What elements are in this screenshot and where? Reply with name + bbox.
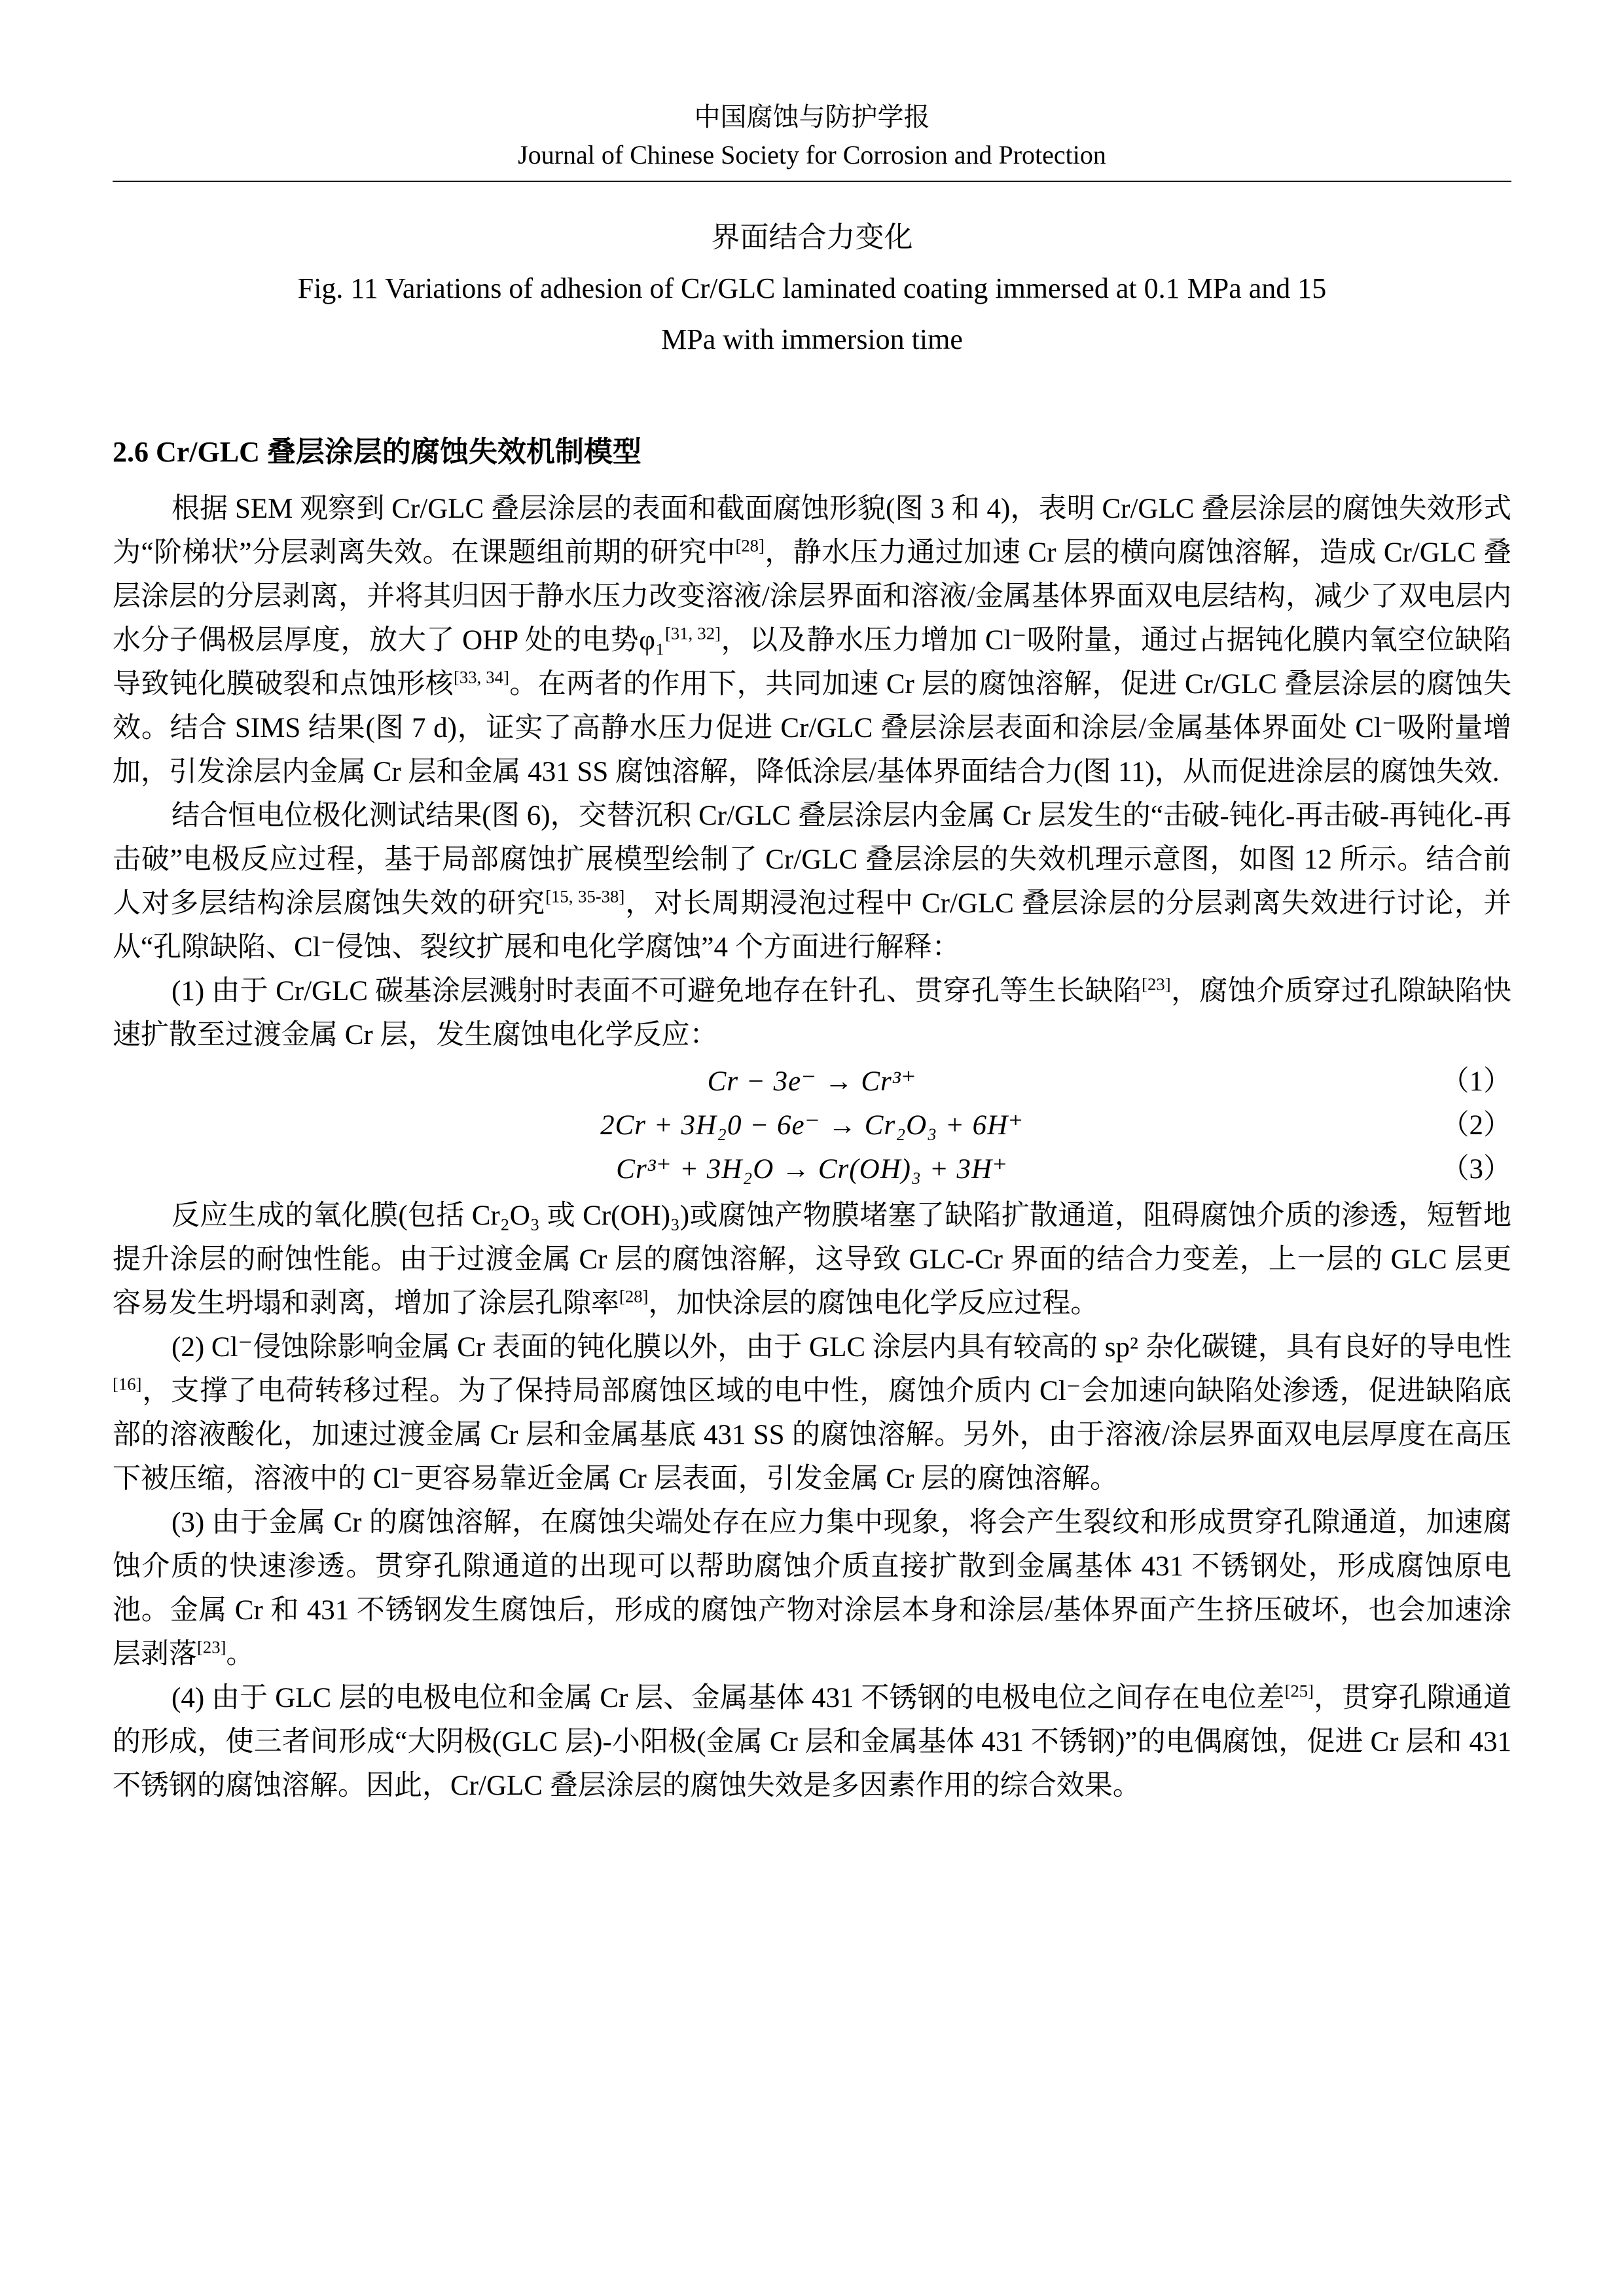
paragraph-6: (3) 由于金属 Cr 的腐蚀溶解，在腐蚀尖端处存在应力集中现象，将会产生裂纹和形成贯穿孔隙通道，加速腐蚀介质的快速渗透。贯穿孔隙通道的出现可以帮助腐蚀介质直接扩散到金属基体 431 不锈钢处，形成腐蚀原电池。金属 Cr 和 431 不锈钢发生腐蚀后，形成的腐蚀产物对涂层本身和涂层/基体界面产生挤压破坏，也会加速涂层剥落[23]。 xyxy=(113,1507,1511,1670)
paragraph-7: (4) 由于 GLC 层的电极电位和金属 Cr 层、金属基体 431 不锈钢的电极电位之间存在电位差[25]，贯穿孔隙通道的形成，使三者间形成“大阴极(GLC 层)-小阳极(金属 Cr 层和金属基体 431 不锈钢)”的电偶腐蚀，促进 Cr 层和 431 不锈钢的腐蚀溶解。因此，Cr/GLC 叠层涂层的腐蚀失效是多因素作用的综合效果。 xyxy=(113,1681,1512,1801)
journal-title-en: Journal of Chinese Society for Corrosion and Protection xyxy=(518,140,1106,170)
section-heading: 2.6 Cr/GLC 叠层涂层的腐蚀失效机制模型 xyxy=(113,436,641,468)
paragraph-2: 结合恒电位极化测试结果(图 6)，交替沉积 Cr/GLC 叠层涂层内金属 Cr 层发生的“击破-钝化-再击破-再钝化-再击破”电极反应过程，基于局部腐蚀扩展模型绘制了 Cr/GLC 叠层涂层的失效机理示意图，如图 12 所示。结合前人对多层结构涂层腐蚀失效的研究[15, 35-38]，对长周期浸泡过程中 Cr/GLC 叠层涂层的分层剥离失效进行讨论，并从“孔隙缺陷、Cl⁻侵蚀、裂纹扩展和电化学腐蚀”4 个方面进行解释： xyxy=(113,800,1511,963)
equation-number-3: （3） xyxy=(1441,1154,1511,1185)
equation-formula-1: Cr − 3e⁻ → Cr³⁺ xyxy=(707,1066,917,1097)
equation-block xyxy=(113,1060,1511,1191)
equation-number-1: （1） xyxy=(1441,1066,1511,1097)
figure-caption-en-line1: Fig. 11 Variations of adhesion of Cr/GLC laminated coating immersed at 0.1 MPa and 15 xyxy=(297,272,1327,304)
paragraph-1: 根据 SEM 观察到 Cr/GLC 叠层涂层的表面和截面腐蚀形貌(图 3 和 4)，表明 Cr/GLC 叠层涂层的腐蚀失效形式为“阶梯状”分层剥离失效。在课题组前期的研究中[28]，静水压力通过加速 Cr 层的横向腐蚀溶解，造成 Cr/GLC 叠层涂层的分层剥离，并将其归因于静水压力改变溶液/涂层界面和溶液/金属基体界面双电层结构，减少了双电层内水分子偶极层厚度，放大了 OHP 处的电势φ₁[31, 32]，以及静水压力增加 Cl⁻吸附量，通过占据钝化膜内氧空位缺陷导致钝化膜破裂和点蚀形核[33, 34]。在两者的作用下，共同加速 Cr 层的腐蚀溶解，促进 Cr/GLC 叠层涂层的腐蚀失效。结合 SIMS 结果(图 7 d)，证实了高静水压力促进 Cr/GLC 叠层涂层表面和涂层/金属基体界面处 Cl⁻吸附量增加，引发涂层内金属 Cr 层和金属 431 SS 腐蚀溶解，降低涂层/基体界面结合力(图 11)，从而促进涂层的腐蚀失效. xyxy=(113,493,1511,787)
equation-formula-3: Cr³⁺ + 3H₂O → Cr(OH)₃ + 3H⁺ xyxy=(616,1154,1008,1185)
paragraph-3: (1) 由于 Cr/GLC 碳基涂层溅射时表面不可避免地存在针孔、贯穿孔等生长缺陷[23]，腐蚀介质穿过孔隙缺陷快速扩散至过渡金属 Cr 层，发生腐蚀电化学反应： xyxy=(113,974,1512,1050)
equation-row-2 xyxy=(113,1103,1511,1147)
equation-row-3 xyxy=(113,1147,1511,1191)
journal-title-cn: 中国腐蚀与防护学报 xyxy=(694,102,930,132)
journal-header xyxy=(113,98,1511,182)
paragraph-4: 反应生成的氧化膜(包括 Cr₂O₃ 或 Cr(OH)₃)或腐蚀产物膜堵塞了缺陷扩散通道，阻碍腐蚀介质的渗透，短暂地提升涂层的耐蚀性能。由于过渡金属 Cr 层的腐蚀溶解，这导致 GLC-Cr 界面的结合力变差，上一层的 GLC 层更容易发生坍塌和剥离，增加了涂层孔隙率[28]，加快涂层的腐蚀电化学反应过程。 xyxy=(113,1200,1511,1319)
equation-number-2: （2） xyxy=(1441,1110,1511,1141)
figure-caption-en-line2: MPa with immersion time xyxy=(661,323,963,355)
paragraph-5: (2) Cl⁻侵蚀除影响金属 Cr 表面的钝化膜以外，由于 GLC 涂层内具有较高的 sp² 杂化碳键，具有良好的导电性[16]，支撑了电荷转移过程。为了保持局部腐蚀区域的电中性，腐蚀介质内 Cl⁻会加速向缺陷处渗透，促进缺陷底部的溶液酸化，加速过渡金属 Cr 层和金属基底 431 SS 的腐蚀溶解。另外，由于溶液/涂层界面双电层厚度在高压下被压缩，溶液中的 Cl⁻更容易靠近金属 Cr 层表面，引发金属 Cr 层的腐蚀溶解。 xyxy=(113,1332,1511,1494)
equation-row-1 xyxy=(113,1060,1511,1103)
equation-formula-2: 2Cr + 3H₂0 − 6e⁻ → Cr₂O₃ + 6H⁺ xyxy=(600,1110,1024,1141)
figure-caption xyxy=(113,212,1511,365)
figure-caption-cn: 界面结合力变化 xyxy=(711,221,913,253)
